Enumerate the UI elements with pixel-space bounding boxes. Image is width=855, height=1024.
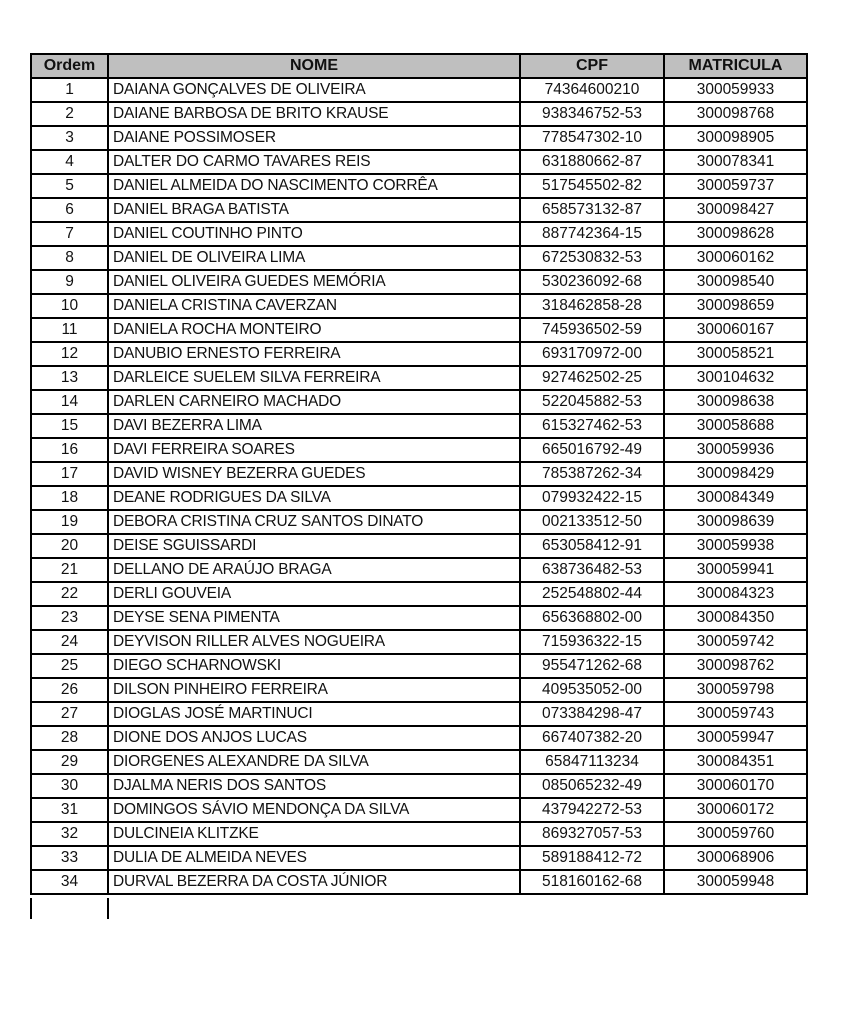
table-header xyxy=(31,54,807,78)
table-row xyxy=(31,222,807,246)
table-row xyxy=(31,342,807,366)
cell-ordem: 8 xyxy=(31,246,108,270)
cell-matricula: 300084350 xyxy=(664,606,807,630)
cell-nome: DAIANE POSSIMOSER xyxy=(108,126,520,150)
cell-nome: DANIEL DE OLIVEIRA LIMA xyxy=(108,246,520,270)
cell-ordem: 24 xyxy=(31,630,108,654)
cell-ordem: 3 xyxy=(31,126,108,150)
cell-nome: DAIANE BARBOSA DE BRITO KRAUSE xyxy=(108,102,520,126)
cell-nome: DANIEL COUTINHO PINTO xyxy=(108,222,520,246)
cell-cpf: 518160162-68 xyxy=(520,870,664,894)
table-row xyxy=(31,198,807,222)
cell-matricula: 300059947 xyxy=(664,726,807,750)
cell-ordem: 4 xyxy=(31,150,108,174)
cell-cpf: 65847113234 xyxy=(520,750,664,774)
cell-ordem: 15 xyxy=(31,414,108,438)
table-body xyxy=(31,78,807,894)
cell-nome: DANUBIO ERNESTO FERREIRA xyxy=(108,342,520,366)
cell-matricula: 300059933 xyxy=(664,78,807,102)
table-row xyxy=(31,558,807,582)
cell-ordem: 18 xyxy=(31,486,108,510)
cell-nome: DANIELA ROCHA MONTEIRO xyxy=(108,318,520,342)
cell-matricula: 300059941 xyxy=(664,558,807,582)
cell-cpf: 002133512-50 xyxy=(520,510,664,534)
table-row xyxy=(31,486,807,510)
cell-nome: DANIEL BRAGA BATISTA xyxy=(108,198,520,222)
cell-cpf: 745936502-59 xyxy=(520,318,664,342)
cell-cpf: 517545502-82 xyxy=(520,174,664,198)
table-row xyxy=(31,318,807,342)
cell-matricula: 300059938 xyxy=(664,534,807,558)
cell-ordem: 6 xyxy=(31,198,108,222)
cell-cpf: 693170972-00 xyxy=(520,342,664,366)
cell-cpf: 74364600210 xyxy=(520,78,664,102)
cell-nome: DILSON PINHEIRO FERREIRA xyxy=(108,678,520,702)
cell-matricula: 300098762 xyxy=(664,654,807,678)
cell-matricula: 300059743 xyxy=(664,702,807,726)
table-row xyxy=(31,582,807,606)
cell-ordem: 11 xyxy=(31,318,108,342)
cell-nome: DARLEICE SUELEM SILVA FERREIRA xyxy=(108,366,520,390)
cell-matricula: 300098427 xyxy=(664,198,807,222)
partial-row-column-divider xyxy=(107,898,109,919)
cell-ordem: 2 xyxy=(31,102,108,126)
cell-nome: DAIANA GONÇALVES DE OLIVEIRA xyxy=(108,78,520,102)
cell-ordem: 33 xyxy=(31,846,108,870)
cell-matricula: 300060167 xyxy=(664,318,807,342)
cell-cpf: 437942272-53 xyxy=(520,798,664,822)
cell-cpf: 252548802-44 xyxy=(520,582,664,606)
table-row xyxy=(31,510,807,534)
cell-ordem: 25 xyxy=(31,654,108,678)
cell-ordem: 19 xyxy=(31,510,108,534)
cell-matricula: 300098639 xyxy=(664,510,807,534)
table-row xyxy=(31,678,807,702)
column-header-ordem: Ordem xyxy=(31,54,108,78)
cell-nome: DANIEL ALMEIDA DO NASCIMENTO CORRÊA xyxy=(108,174,520,198)
cell-nome: DJALMA NERIS DOS SANTOS xyxy=(108,774,520,798)
cell-matricula: 300058688 xyxy=(664,414,807,438)
cell-matricula: 300098540 xyxy=(664,270,807,294)
cell-nome: DAVID WISNEY BEZERRA GUEDES xyxy=(108,462,520,486)
cell-ordem: 10 xyxy=(31,294,108,318)
cell-matricula: 300098659 xyxy=(664,294,807,318)
cell-ordem: 21 xyxy=(31,558,108,582)
table-row xyxy=(31,102,807,126)
cell-nome: DERLI GOUVEIA xyxy=(108,582,520,606)
cell-nome: DEANE RODRIGUES DA SILVA xyxy=(108,486,520,510)
cell-matricula: 300098768 xyxy=(664,102,807,126)
table-row xyxy=(31,174,807,198)
table-row xyxy=(31,462,807,486)
table-row xyxy=(31,126,807,150)
cell-cpf: 667407382-20 xyxy=(520,726,664,750)
cell-cpf: 318462858-28 xyxy=(520,294,664,318)
cell-ordem: 23 xyxy=(31,606,108,630)
cell-nome: DEYSE SENA PIMENTA xyxy=(108,606,520,630)
cell-cpf: 938346752-53 xyxy=(520,102,664,126)
cell-cpf: 522045882-53 xyxy=(520,390,664,414)
cell-matricula: 300059760 xyxy=(664,822,807,846)
column-header-cpf: CPF xyxy=(520,54,664,78)
cell-ordem: 27 xyxy=(31,702,108,726)
cell-ordem: 20 xyxy=(31,534,108,558)
cell-cpf: 785387262-34 xyxy=(520,462,664,486)
cell-nome: DIEGO SCHARNOWSKI xyxy=(108,654,520,678)
table-row xyxy=(31,846,807,870)
cell-nome: DELLANO DE ARAÚJO BRAGA xyxy=(108,558,520,582)
cell-cpf: 085065232-49 xyxy=(520,774,664,798)
cell-cpf: 672530832-53 xyxy=(520,246,664,270)
cell-matricula: 300060172 xyxy=(664,798,807,822)
table-row xyxy=(31,246,807,270)
cell-nome: DEBORA CRISTINA CRUZ SANTOS DINATO xyxy=(108,510,520,534)
cell-cpf: 665016792-49 xyxy=(520,438,664,462)
cell-cpf: 615327462-53 xyxy=(520,414,664,438)
cell-nome: DIORGENES ALEXANDRE DA SILVA xyxy=(108,750,520,774)
cell-ordem: 9 xyxy=(31,270,108,294)
cell-cpf: 530236092-68 xyxy=(520,270,664,294)
cell-matricula: 300059798 xyxy=(664,678,807,702)
roster-table-container xyxy=(30,53,806,919)
table-row xyxy=(31,870,807,894)
cell-matricula: 300059948 xyxy=(664,870,807,894)
table-row xyxy=(31,798,807,822)
cell-matricula: 300098905 xyxy=(664,126,807,150)
cell-matricula: 300104632 xyxy=(664,366,807,390)
cell-nome: DIOGLAS JOSÉ MARTINUCI xyxy=(108,702,520,726)
cell-cpf: 409535052-00 xyxy=(520,678,664,702)
cell-matricula: 300058521 xyxy=(664,342,807,366)
cell-cpf: 955471262-68 xyxy=(520,654,664,678)
cell-matricula: 300098429 xyxy=(664,462,807,486)
table-row xyxy=(31,774,807,798)
cell-cpf: 653058412-91 xyxy=(520,534,664,558)
cell-nome: DANIELA CRISTINA CAVERZAN xyxy=(108,294,520,318)
cell-nome: DAVI FERREIRA SOARES xyxy=(108,438,520,462)
cell-matricula: 300059936 xyxy=(664,438,807,462)
cell-matricula: 300084349 xyxy=(664,486,807,510)
cell-ordem: 12 xyxy=(31,342,108,366)
table-row xyxy=(31,294,807,318)
cell-cpf: 631880662-87 xyxy=(520,150,664,174)
cell-cpf: 715936322-15 xyxy=(520,630,664,654)
cell-cpf: 887742364-15 xyxy=(520,222,664,246)
cell-ordem: 26 xyxy=(31,678,108,702)
cell-ordem: 28 xyxy=(31,726,108,750)
table-row xyxy=(31,822,807,846)
table-row xyxy=(31,654,807,678)
cell-cpf: 778547302-10 xyxy=(520,126,664,150)
cell-ordem: 22 xyxy=(31,582,108,606)
table-row xyxy=(31,702,807,726)
column-header-matricula: MATRICULA xyxy=(664,54,807,78)
column-header-nome: NOME xyxy=(108,54,520,78)
cell-cpf: 869327057-53 xyxy=(520,822,664,846)
table-row xyxy=(31,534,807,558)
table-row xyxy=(31,414,807,438)
cell-matricula: 300059742 xyxy=(664,630,807,654)
cell-ordem: 5 xyxy=(31,174,108,198)
cell-nome: DULCINEIA KLITZKE xyxy=(108,822,520,846)
cell-matricula: 300084351 xyxy=(664,750,807,774)
cell-nome: DALTER DO CARMO TAVARES REIS xyxy=(108,150,520,174)
cell-ordem: 32 xyxy=(31,822,108,846)
cell-matricula: 300098638 xyxy=(664,390,807,414)
partial-empty-row xyxy=(30,895,806,919)
table-row xyxy=(31,606,807,630)
table-row xyxy=(31,270,807,294)
table-row xyxy=(31,390,807,414)
cell-nome: DULIA DE ALMEIDA NEVES xyxy=(108,846,520,870)
cell-ordem: 14 xyxy=(31,390,108,414)
cell-nome: DEISE SGUISSARDI xyxy=(108,534,520,558)
cell-cpf: 079932422-15 xyxy=(520,486,664,510)
cell-ordem: 34 xyxy=(31,870,108,894)
partial-row-left-border xyxy=(30,898,32,919)
cell-ordem: 7 xyxy=(31,222,108,246)
cell-ordem: 31 xyxy=(31,798,108,822)
cell-nome: DAVI BEZERRA LIMA xyxy=(108,414,520,438)
table-row xyxy=(31,366,807,390)
cell-matricula: 300078341 xyxy=(664,150,807,174)
cell-ordem: 17 xyxy=(31,462,108,486)
table-row xyxy=(31,438,807,462)
header-row xyxy=(31,54,807,78)
cell-ordem: 29 xyxy=(31,750,108,774)
cell-cpf: 638736482-53 xyxy=(520,558,664,582)
cell-nome: DOMINGOS SÁVIO MENDONÇA DA SILVA xyxy=(108,798,520,822)
cell-matricula: 300068906 xyxy=(664,846,807,870)
table-row xyxy=(31,78,807,102)
cell-nome: DURVAL BEZERRA DA COSTA JÚNIOR xyxy=(108,870,520,894)
cell-matricula: 300059737 xyxy=(664,174,807,198)
table-row xyxy=(31,726,807,750)
cell-cpf: 073384298-47 xyxy=(520,702,664,726)
cell-cpf: 589188412-72 xyxy=(520,846,664,870)
table-row xyxy=(31,630,807,654)
cell-nome: DANIEL OLIVEIRA GUEDES MEMÓRIA xyxy=(108,270,520,294)
cell-cpf: 927462502-25 xyxy=(520,366,664,390)
cell-nome: DEYVISON RILLER ALVES NOGUEIRA xyxy=(108,630,520,654)
roster-table xyxy=(30,53,808,895)
cell-matricula: 300084323 xyxy=(664,582,807,606)
cell-nome: DARLEN CARNEIRO MACHADO xyxy=(108,390,520,414)
cell-matricula: 300060162 xyxy=(664,246,807,270)
cell-cpf: 656368802-00 xyxy=(520,606,664,630)
cell-matricula: 300060170 xyxy=(664,774,807,798)
cell-matricula: 300098628 xyxy=(664,222,807,246)
cell-ordem: 1 xyxy=(31,78,108,102)
cell-ordem: 16 xyxy=(31,438,108,462)
table-row xyxy=(31,750,807,774)
cell-nome: DIONE DOS ANJOS LUCAS xyxy=(108,726,520,750)
cell-ordem: 13 xyxy=(31,366,108,390)
cell-ordem: 30 xyxy=(31,774,108,798)
table-row xyxy=(31,150,807,174)
cell-cpf: 658573132-87 xyxy=(520,198,664,222)
